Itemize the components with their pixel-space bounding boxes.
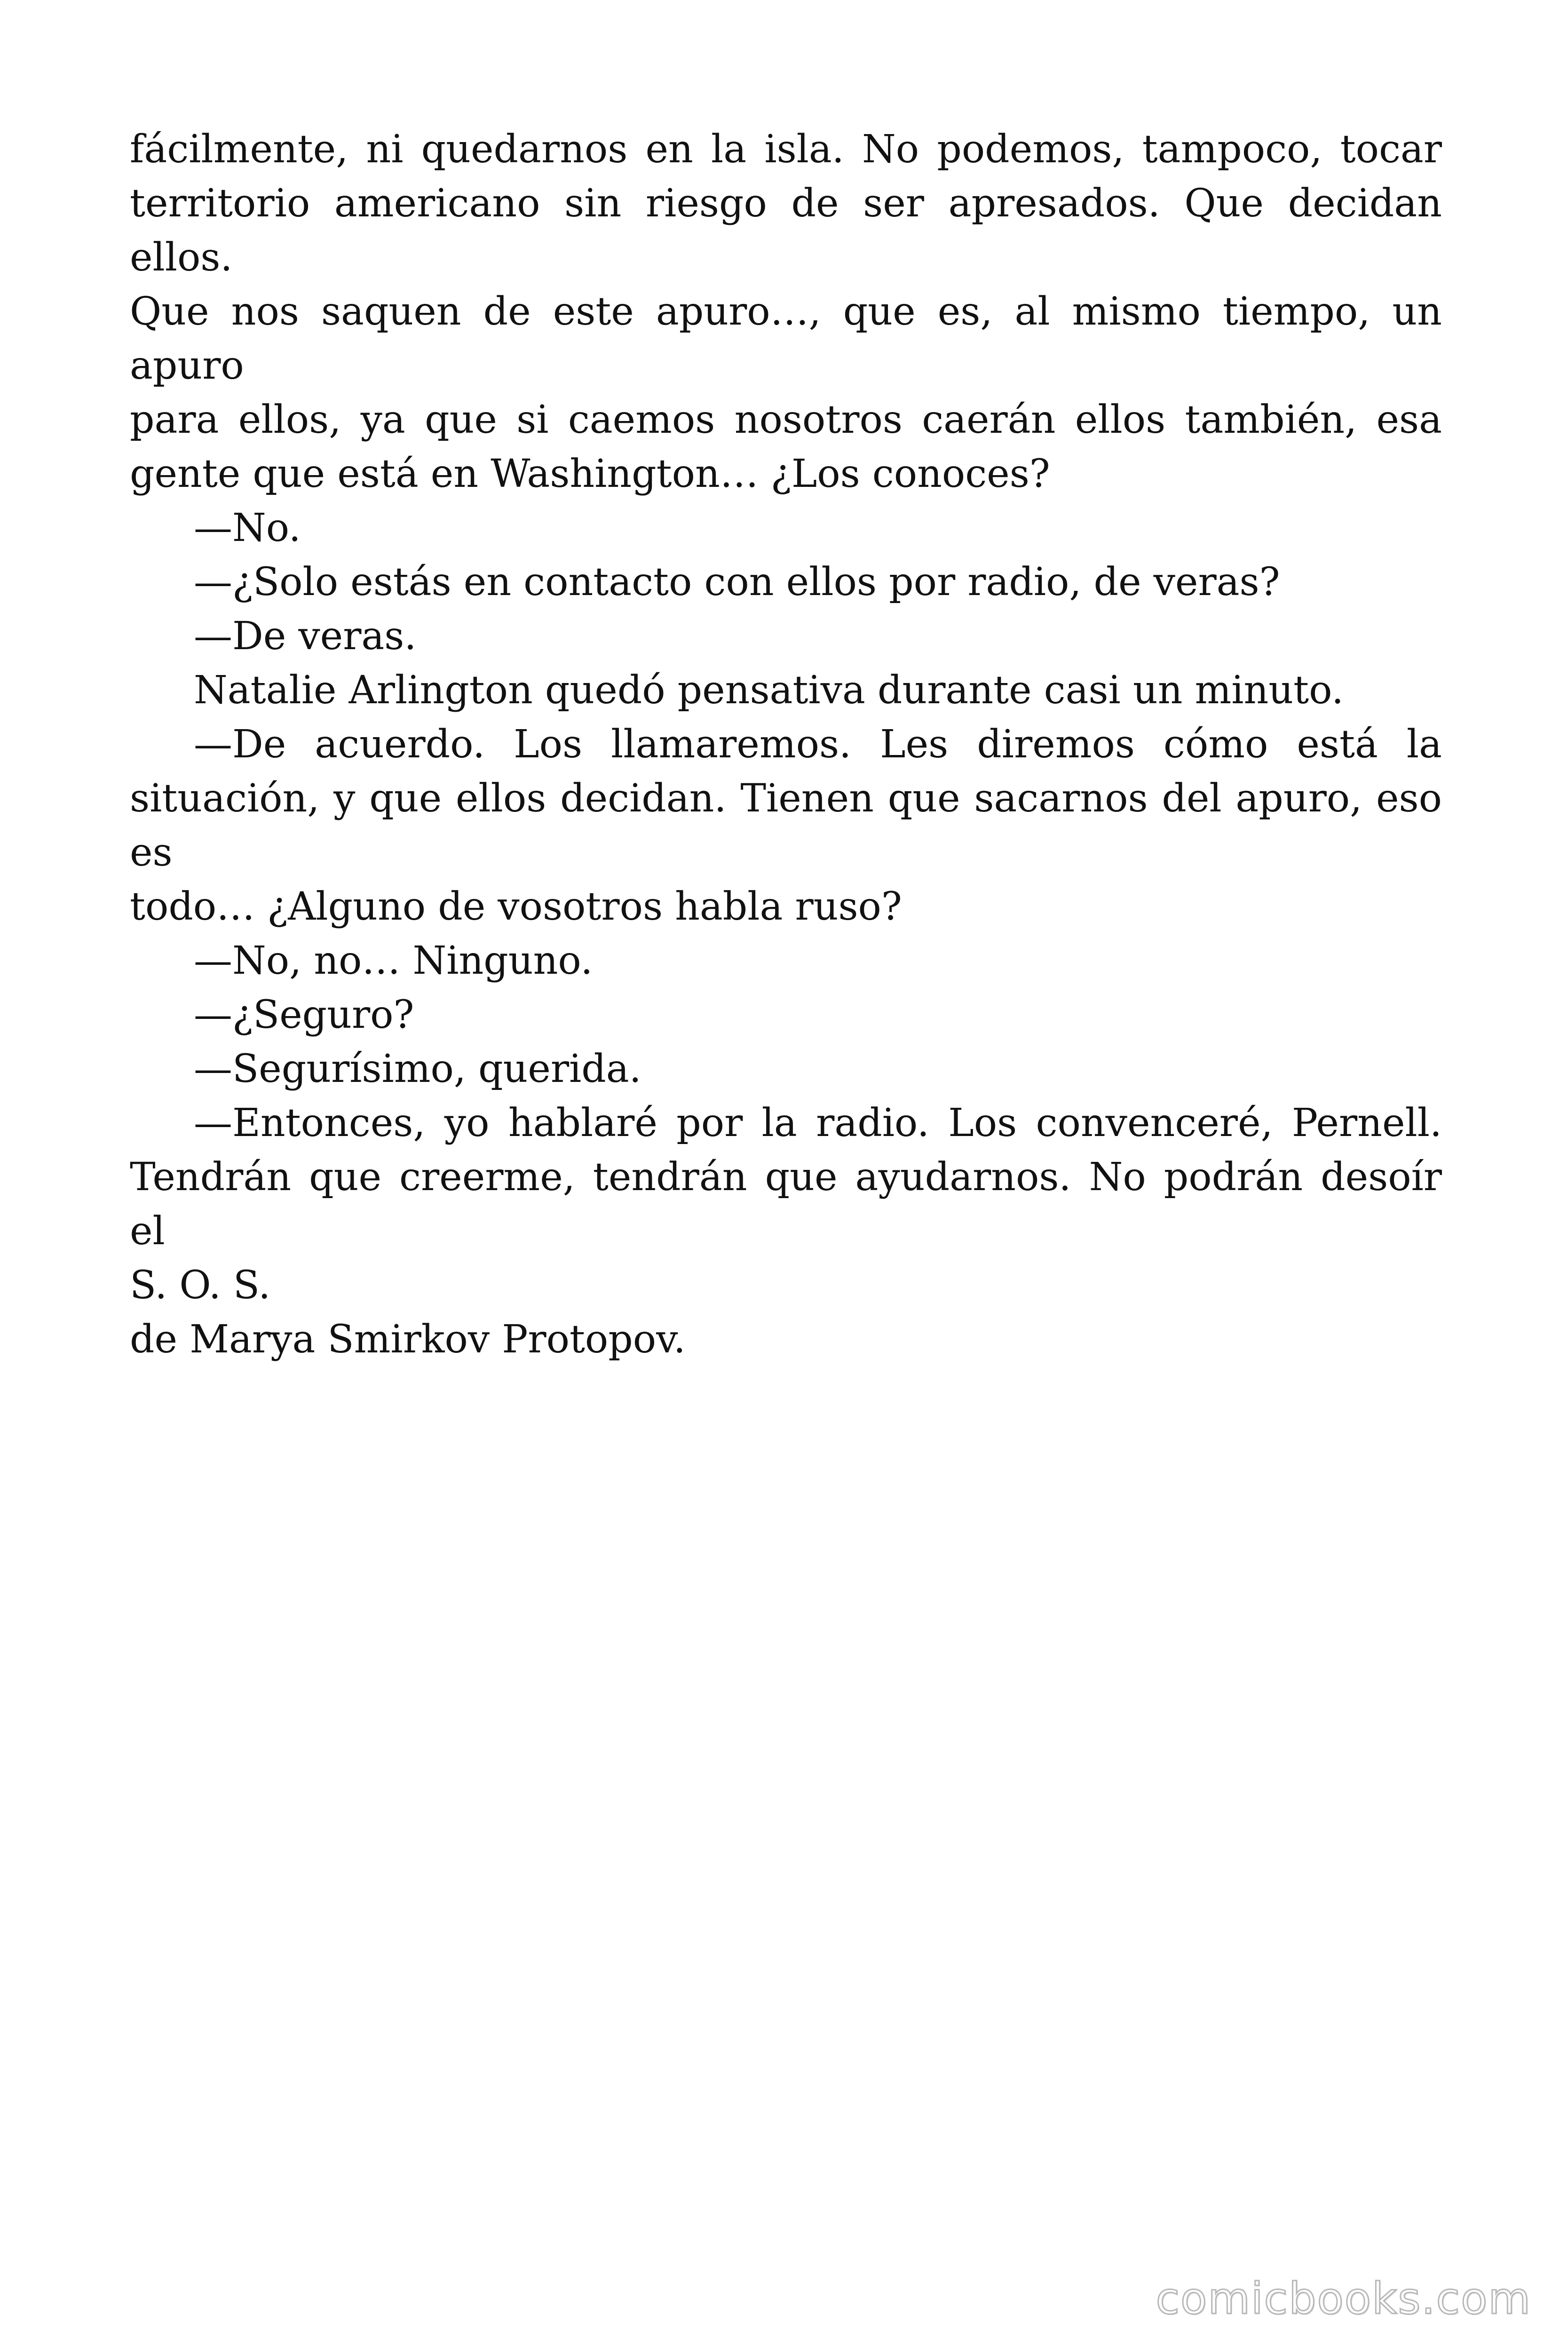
text-line: fácilmente, ni quedarnos en la isla. No podemos, tampoco, tocar <box>130 127 1442 172</box>
text-line: gente que está en Washington… ¿Los conoces? <box>130 452 1050 496</box>
dialogue-line: —De acuerdo. Los llamaremos. Les diremos cómo está la <box>194 722 1442 767</box>
dialogue-line: —No, no… Ninguno. <box>194 938 593 983</box>
text-line: de Marya Smirkov Protopov. <box>130 1317 686 1362</box>
narration-line: Natalie Arlington quedó pensativa durante casi un minuto. <box>194 668 1344 713</box>
dialogue-line: —Segurísimo, querida. <box>194 1047 641 1091</box>
text-line: situación, y que ellos decidan. Tienen que sacarnos del apuro, eso es <box>130 776 1442 875</box>
text-line: Que nos saquen de este apuro…, que es, al mismo tiempo, un apuro <box>130 289 1442 388</box>
text-line: para ellos, ya que si caemos nosotros caerán ellos también, esa <box>130 397 1442 442</box>
text-line: territorio americano sin riesgo de ser apresados. Que decidan ellos. <box>130 181 1442 280</box>
dialogue-line: —¿Solo estás en contacto con ellos por radio, de veras? <box>194 560 1280 604</box>
text-line: Tendrán que creerme, tendrán que ayudarnos. No podrán desoír el <box>130 1155 1442 1254</box>
dialogue-line: —¿Seguro? <box>194 993 414 1037</box>
dialogue-line: —De veras. <box>194 614 417 659</box>
text-line: todo… ¿Alguno de vosotros habla ruso? <box>130 884 902 929</box>
watermark-logo: comicbooks.com <box>1156 2273 1531 2324</box>
page-body <box>130 122 1442 1367</box>
dialogue-line: —No. <box>194 506 301 550</box>
dialogue-line: —Entonces, yo hablaré por la radio. Los convenceré, Pernell. <box>194 1101 1442 1145</box>
text-line: S. O. S. <box>130 1263 271 1308</box>
